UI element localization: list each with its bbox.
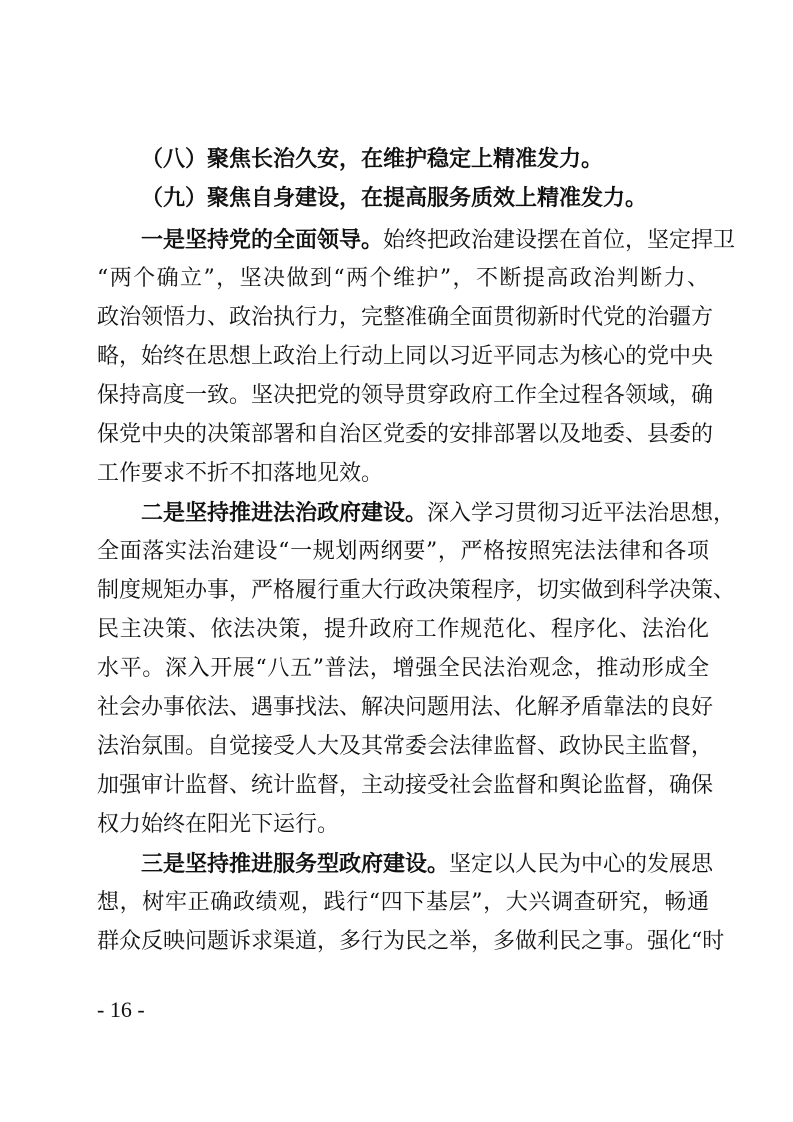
paragraph-line — [141, 498, 736, 528]
paragraph-lead: 二是坚持推进法治政府建设。 — [141, 500, 428, 526]
paragraph-line: 政治领悟力、政治执行力，完整准确全面贯彻新时代党的治疆方 — [97, 305, 714, 330]
paragraph-lead: 一是坚持党的全面领导。 — [141, 227, 384, 253]
paragraph-text: 坚定以人民为中心的发展思 — [449, 852, 714, 877]
paragraph-line: 社会办事依法、遇事找法、解决问题用法、化解矛盾靠法的良好 — [97, 695, 714, 720]
paragraph-line: 工作要求不折不扣落地见效。 — [97, 461, 384, 486]
paragraph-line: 法治氛围。自觉接受人大及其常委会法律监督、政协民主监督， — [97, 734, 714, 759]
paragraph-line: 权力始终在阳光下运行。 — [97, 812, 340, 837]
paragraph-line — [141, 225, 736, 255]
paragraph-text: 始终把政治建设摆在首位，坚定捍卫 — [383, 228, 736, 253]
section-heading-8: （八）聚焦长治久安，在维护稳定上精准发力。 — [141, 146, 604, 172]
paragraph-text: 深入学习贯彻习近平法治思想， — [427, 501, 736, 526]
paragraph-line — [141, 849, 714, 879]
paragraph-line: 加强审计监督、统计监督，主动接受社会监督和舆论监督，确保 — [97, 773, 714, 798]
paragraph-line: 全面落实法治建设“一规划两纲要”，严格按照宪法法律和各项 — [97, 539, 709, 564]
paragraph-line: 群众反映问题诉求渠道，多行为民之举，多做利民之事。强化“时 — [97, 929, 725, 954]
paragraph-line: 保党中央的决策部署和自治区党委的安排部署以及地委、县委的 — [97, 422, 714, 447]
paragraph-line: 水平。深入开展“八五”普法，增强全民法治观念，推动形成全 — [97, 656, 709, 681]
paragraph-line: “两个确立”，坚决做到“两个维护”，不断提高政治判断力、 — [97, 266, 709, 291]
paragraph-line: 保持高度一致。坚决把党的领导贯穿政府工作全过程各领域，确 — [97, 383, 714, 408]
section-heading-9: （九）聚焦自身建设，在提高服务质效上精准发力。 — [141, 185, 648, 211]
paragraph-lead: 三是坚持推进服务型政府建设。 — [141, 851, 450, 877]
paragraph-line: 民主决策、依法决策，提升政府工作规范化、程序化、法治化 — [97, 617, 709, 642]
page-number: - 16 - — [97, 997, 145, 1022]
paragraph-line: 略，始终在思想上政治上行动上同以习近平同志为核心的党中央 — [97, 344, 714, 369]
paragraph-line: 制度规矩办事，严格履行重大行政决策程序，切实做到科学决策、 — [97, 578, 736, 603]
paragraph-line: 想，树牢正确政绩观，践行“四下基层”，大兴调查研究，畅通 — [97, 890, 709, 915]
